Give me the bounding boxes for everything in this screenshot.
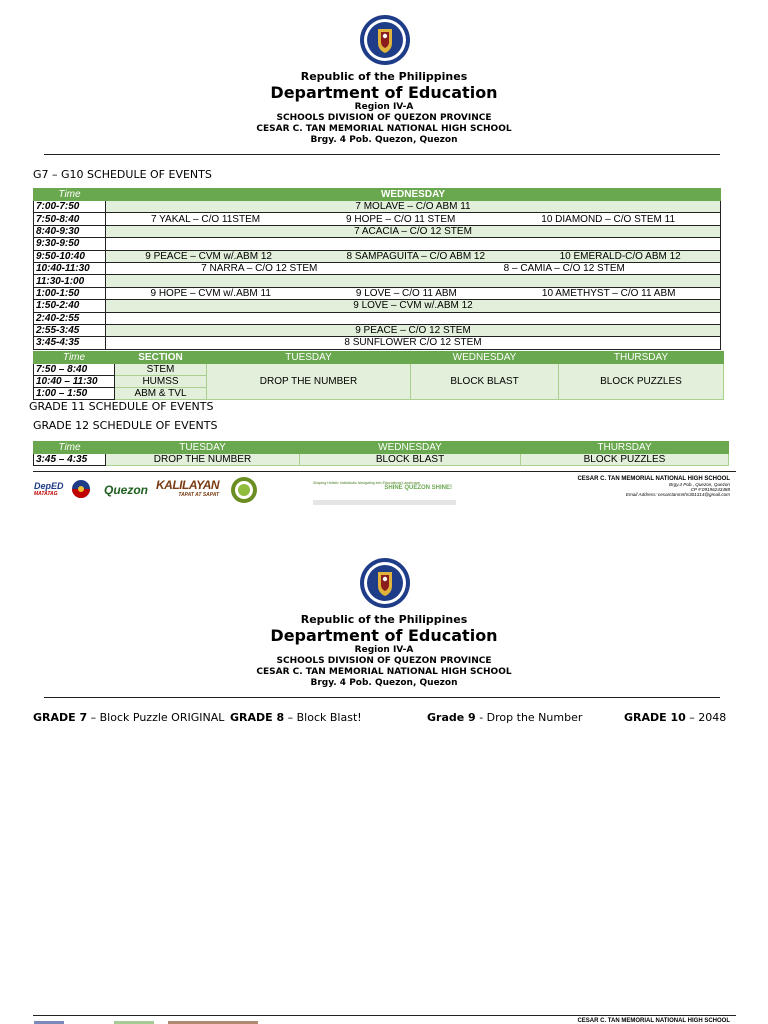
republic-text: Republic of the Philippines (300, 613, 468, 626)
thursday-event: BLOCK PUZZLES (521, 454, 729, 466)
event-cell (106, 337, 721, 349)
event-entry: 9 LOVE – C/O 11 ABM (355, 287, 457, 299)
banner-bar (313, 500, 456, 505)
grade12-title: GRADE 12 SCHEDULE OF EVENTS (33, 419, 218, 432)
thursday-header: THURSDAY (559, 352, 724, 364)
time-cell: 3:45-4:35 (34, 337, 106, 349)
table-row (34, 262, 721, 274)
time-header: Time (34, 442, 106, 454)
event-entry: 9 HOPE – C/O 11 STEM (346, 213, 456, 225)
event-entry: 8 SUNFLOWER C/O 12 STEM (344, 337, 482, 349)
footer-school-name: CESAR C. TAN MEMORIAL NATIONAL HIGH SCHOOL (577, 476, 730, 482)
school-address: Brgy. 4 Pob. Quezon, Quezon (310, 135, 458, 145)
time-cell: 11:30-1:00 (34, 275, 106, 287)
deped-logo: DepED MATATAG (34, 481, 64, 497)
table-row (34, 300, 721, 312)
table-header-row (34, 442, 729, 454)
time-cell: 2:40-2:55 (34, 312, 106, 324)
table-row (34, 287, 721, 299)
school-seal-icon (229, 476, 259, 504)
event-entry: 7 NARRA – C/O 12 STEM (201, 263, 318, 275)
shine-quezon-banner: Shaping Holistic Individuals Navigating into Educational Landscape SHINE QUEZON SHINE! (313, 481, 456, 505)
event-entry: 8 SAMPAGUITA – C/O ABM 12 (346, 250, 486, 262)
grade9-game: Grade 9 - Drop the Number (427, 711, 583, 724)
time-cell: 7:00-7:50 (34, 201, 106, 213)
event-cell (106, 312, 721, 324)
section-header: SECTION (115, 352, 207, 364)
table-row (34, 337, 721, 349)
deped-seal-icon (359, 557, 411, 609)
tuesday-header: TUESDAY (106, 442, 300, 454)
time-cell: 1:50-2:40 (34, 300, 106, 312)
event-cell (106, 275, 721, 287)
time-cell: 8:40-9:30 (34, 225, 106, 237)
g7-g10-title: G7 – G10 SCHEDULE OF EVENTS (33, 168, 212, 181)
thursday-header: THURSDAY (521, 442, 729, 454)
wednesday-header: WEDNESDAY (411, 352, 559, 364)
department-title: Department of Education (270, 626, 498, 645)
g7-g10-schedule-table (33, 188, 721, 350)
table-header-row (34, 352, 724, 364)
event-entry: 9 PEACE – C/O 12 STEM (355, 325, 471, 337)
footer-phone: CP #:09196243488 (690, 487, 730, 492)
tuesday-header: TUESDAY (207, 352, 411, 364)
event-entry: 7 MOLAVE – C/O ABM 11 (355, 201, 471, 213)
section-cell: HUMSS (115, 376, 207, 388)
region-text: Region IV-A (354, 645, 414, 655)
footer-logos (34, 476, 259, 504)
republic-text: Republic of the Philippines (300, 70, 468, 83)
letterhead (0, 613, 768, 689)
header-divider (44, 154, 720, 155)
deped-seal-icon (359, 14, 411, 66)
table-row (34, 324, 721, 336)
time-cell: 1:00-1:50 (34, 287, 106, 299)
time-cell: 10:40-11:30 (34, 262, 106, 274)
table-row (34, 250, 721, 262)
footer-school-name: CESAR C. TAN MEMORIAL NATIONAL HIGH SCHOOL (577, 1018, 730, 1024)
event-cell (106, 300, 721, 312)
tuesday-event: DROP THE NUMBER (207, 364, 411, 400)
time-cell: 1:00 – 1:50 (34, 388, 115, 400)
grade8-game: GRADE 8 – Block Blast! (230, 711, 362, 724)
time-header: Time (34, 189, 106, 201)
table-row (34, 275, 721, 287)
day-header: WEDNESDAY (106, 189, 721, 201)
grade11-schedule-table (33, 351, 724, 400)
footer-address: Brgy.4 Pob., Quezon, Quezon (669, 482, 730, 487)
header-divider (44, 697, 720, 698)
school-name: CESAR C. TAN MEMORIAL NATIONAL HIGH SCHOOL (256, 124, 512, 134)
table-row (34, 454, 729, 466)
event-cell (106, 213, 721, 225)
school-contact (577, 476, 730, 497)
school-name: CESAR C. TAN MEMORIAL NATIONAL HIGH SCHOOL (256, 667, 512, 677)
section-cell: STEM (115, 364, 207, 376)
time-cell: 7:50 – 8:40 (34, 364, 115, 376)
tuesday-event: DROP THE NUMBER (106, 454, 300, 466)
event-cell (106, 225, 721, 237)
time-cell: 9:50-10:40 (34, 250, 106, 262)
event-entry: 10 AMETHYST – C/O 11 ABM (541, 287, 676, 299)
kalilayan-logo: KALILAYAN TAPAT AT SAPAT (156, 478, 220, 498)
department-title: Department of Education (270, 83, 498, 102)
grade12-schedule-table (33, 441, 729, 466)
time-header: Time (34, 352, 115, 364)
grade7-game: GRADE 7 – Block Puzzle ORIGINAL (33, 711, 225, 724)
table-row (34, 312, 721, 324)
event-entry: 7 ACACIA – C/O 12 STEM (354, 225, 472, 237)
letterhead (0, 70, 768, 146)
time-cell: 2:55-3:45 (34, 324, 106, 336)
quezon-logo-icon (114, 1021, 154, 1024)
grade10-game: GRADE 10 – 2048 (624, 711, 727, 724)
wednesday-header: WEDNESDAY (300, 442, 521, 454)
wednesday-event: BLOCK BLAST (300, 454, 521, 466)
event-cell (106, 201, 721, 213)
event-entry: 7 YAKAL – C/O 11STEM (150, 213, 261, 225)
event-entry: 9 HOPE – CVM w/.ABM 11 (150, 287, 271, 299)
event-entry: 10 DIAMOND – C/O STEM 11 (541, 213, 676, 225)
time-cell: 7:50-8:40 (34, 213, 106, 225)
division-text: SCHOOLS DIVISION OF QUEZON PROVINCE (276, 113, 492, 123)
event-cell (106, 250, 721, 262)
table-row (34, 364, 724, 376)
event-cell (106, 238, 721, 250)
event-cell (106, 324, 721, 336)
event-entry: 8 – CAMIA – C/O 12 STEM (503, 263, 625, 275)
event-cell (106, 287, 721, 299)
time-cell: 9:30-9:50 (34, 238, 106, 250)
school-address: Brgy. 4 Pob. Quezon, Quezon (310, 678, 458, 688)
wednesday-event: BLOCK BLAST (411, 364, 559, 400)
footer-divider (33, 1015, 736, 1016)
table-header-row (34, 189, 721, 201)
footer-email: Email Address: cesarctanmnhs301314@gmail.com (625, 492, 730, 497)
table-row (34, 225, 721, 237)
bagong-pilipinas-logo-icon (68, 479, 94, 501)
event-entry: 10 EMERALD-C/O ABM 12 (559, 250, 681, 262)
section-cell: ABM & TVL (115, 388, 207, 400)
event-entry: 9 PEACE – CVM w/.ABM 12 (145, 250, 272, 262)
event-entry: 9 LOVE – CVM w/.ABM 12 (353, 300, 473, 312)
region-text: Region IV-A (354, 102, 414, 112)
quezon-logo: Quezon (104, 483, 148, 497)
table-row (34, 213, 721, 225)
table-row (34, 238, 721, 250)
school-contact (577, 1018, 730, 1024)
grade11-title: GRADE 11 SCHEDULE OF EVENTS (29, 400, 214, 413)
time-cell: 10:40 – 11:30 (34, 376, 115, 388)
division-text: SCHOOLS DIVISION OF QUEZON PROVINCE (276, 656, 492, 666)
time-cell: 3:45 – 4:35 (34, 454, 106, 466)
event-cell (106, 262, 721, 274)
footer-logos (34, 1019, 258, 1024)
table-row (34, 201, 721, 213)
game-assignments (33, 711, 733, 724)
thursday-event: BLOCK PUZZLES (559, 364, 724, 400)
deped-logo-icon (34, 1021, 64, 1024)
footer-divider (33, 471, 736, 472)
kalilayan-logo-icon (168, 1021, 258, 1024)
